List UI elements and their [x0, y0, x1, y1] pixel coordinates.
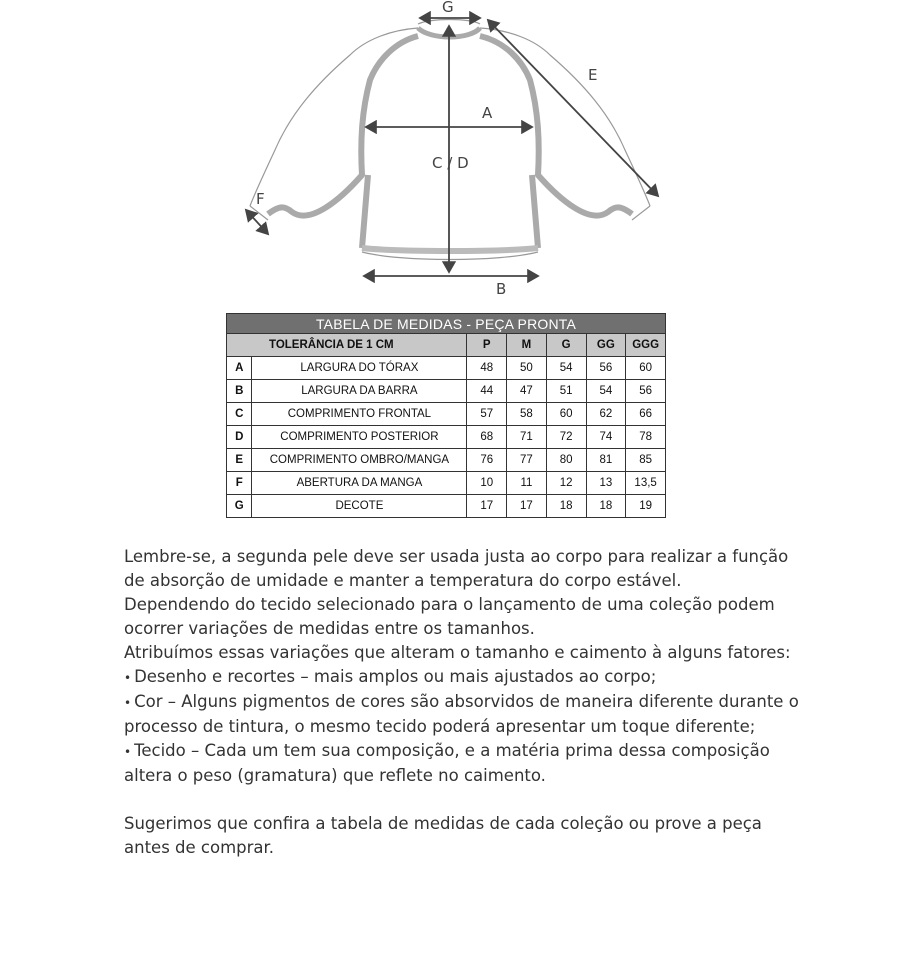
size-header: P [467, 334, 507, 357]
row-code: E [227, 449, 252, 472]
note-paragraph: Lembre-se, a segunda pele deve ser usada justa ao corpo para realizar a função de absorção de umidade e manter a temperatura do corpo estável. [124, 547, 789, 590]
size-header: GGG [626, 334, 666, 357]
size-table [226, 313, 666, 518]
size-value: 85 [626, 449, 666, 472]
size-value: 81 [586, 449, 626, 472]
size-value: 68 [467, 426, 507, 449]
size-value: 80 [546, 449, 586, 472]
label-b: B [496, 280, 507, 298]
arrow-f [246, 210, 268, 234]
note-bullet [124, 690, 804, 739]
row-code: C [227, 403, 252, 426]
bullet-icon: • [124, 745, 132, 759]
size-value: 54 [546, 357, 586, 380]
size-value: 13 [586, 472, 626, 495]
size-value: 44 [467, 380, 507, 403]
tolerance-header: TOLERÂNCIA DE 1 CM [227, 334, 467, 357]
size-value: 60 [626, 357, 666, 380]
size-header: G [546, 334, 586, 357]
table-row [227, 426, 666, 449]
size-value: 17 [507, 495, 547, 518]
size-value: 74 [586, 426, 626, 449]
row-label: DECOTE [252, 495, 467, 518]
bullet-text: Desenho e recortes – mais amplos ou mais ajustados ao corpo; [134, 667, 657, 686]
table-row [227, 380, 666, 403]
size-value: 62 [586, 403, 626, 426]
label-e: E [588, 66, 598, 84]
bullet-text: Tecido – Cada um tem sua composição, e a matéria prima dessa composição altera o peso (gramatura) que reflete no caimento. [124, 741, 770, 785]
row-code: A [227, 357, 252, 380]
bullet-text: Cor – Alguns pigmentos de cores são absorvidos de maneira diferente durante o processo de tintura, o mesmo tecido poderá apresentar um toque diferente; [124, 692, 799, 736]
row-label: COMPRIMENTO OMBRO/MANGA [252, 449, 467, 472]
notes-text [124, 545, 804, 860]
measurement-arrows [246, 18, 658, 276]
shirt-measurement-diagram [0, 0, 900, 310]
table-row [227, 449, 666, 472]
row-label: LARGURA DA BARRA [252, 380, 467, 403]
size-value: 76 [467, 449, 507, 472]
note-bullet [124, 739, 804, 788]
table-title: TABELA DE MEDIDAS - PEÇA PRONTA [227, 314, 666, 334]
bullet-icon: • [124, 696, 132, 710]
size-value: 11 [507, 472, 547, 495]
row-label: LARGURA DO TÓRAX [252, 357, 467, 380]
size-value: 19 [626, 495, 666, 518]
size-value: 18 [586, 495, 626, 518]
row-code: F [227, 472, 252, 495]
label-f: F [256, 190, 265, 208]
table-row [227, 403, 666, 426]
label-cd: C / D [432, 154, 469, 172]
row-label: COMPRIMENTO POSTERIOR [252, 426, 467, 449]
size-value: 54 [586, 380, 626, 403]
size-value: 12 [546, 472, 586, 495]
size-header: M [507, 334, 547, 357]
size-value: 17 [467, 495, 507, 518]
size-value: 57 [467, 403, 507, 426]
size-value: 56 [586, 357, 626, 380]
table-row [227, 495, 666, 518]
size-value: 72 [546, 426, 586, 449]
note-paragraph: Atribuímos essas variações que alteram o tamanho e caimento à alguns fatores: [124, 643, 791, 662]
row-label: ABERTURA DA MANGA [252, 472, 467, 495]
table-row [227, 357, 666, 380]
size-value: 13,5 [626, 472, 666, 495]
size-value: 71 [507, 426, 547, 449]
row-code: B [227, 380, 252, 403]
size-header: GG [586, 334, 626, 357]
size-value: 18 [546, 495, 586, 518]
size-value: 51 [546, 380, 586, 403]
size-value: 10 [467, 472, 507, 495]
bullet-icon: • [124, 671, 132, 685]
size-value: 66 [626, 403, 666, 426]
size-value: 50 [507, 357, 547, 380]
spacer [124, 788, 804, 812]
size-value: 60 [546, 403, 586, 426]
note-paragraph: Sugerimos que confira a tabela de medidas de cada coleção ou prove a peça antes de comprar. [124, 814, 762, 857]
size-value: 47 [507, 380, 547, 403]
table-row [227, 472, 666, 495]
label-a: A [482, 104, 493, 122]
row-code: G [227, 495, 252, 518]
size-value: 77 [507, 449, 547, 472]
size-value: 78 [626, 426, 666, 449]
arrow-e [488, 20, 658, 196]
note-bullet [124, 665, 804, 690]
note-paragraph: Dependendo do tecido selecionado para o lançamento de uma coleção podem ocorrer variações de medidas entre os tamanhos. [124, 595, 775, 638]
size-value: 58 [507, 403, 547, 426]
label-g: G [442, 0, 454, 16]
size-value: 48 [467, 357, 507, 380]
row-label: COMPRIMENTO FRONTAL [252, 403, 467, 426]
size-value: 56 [626, 380, 666, 403]
row-code: D [227, 426, 252, 449]
shirt-outline [250, 20, 650, 260]
